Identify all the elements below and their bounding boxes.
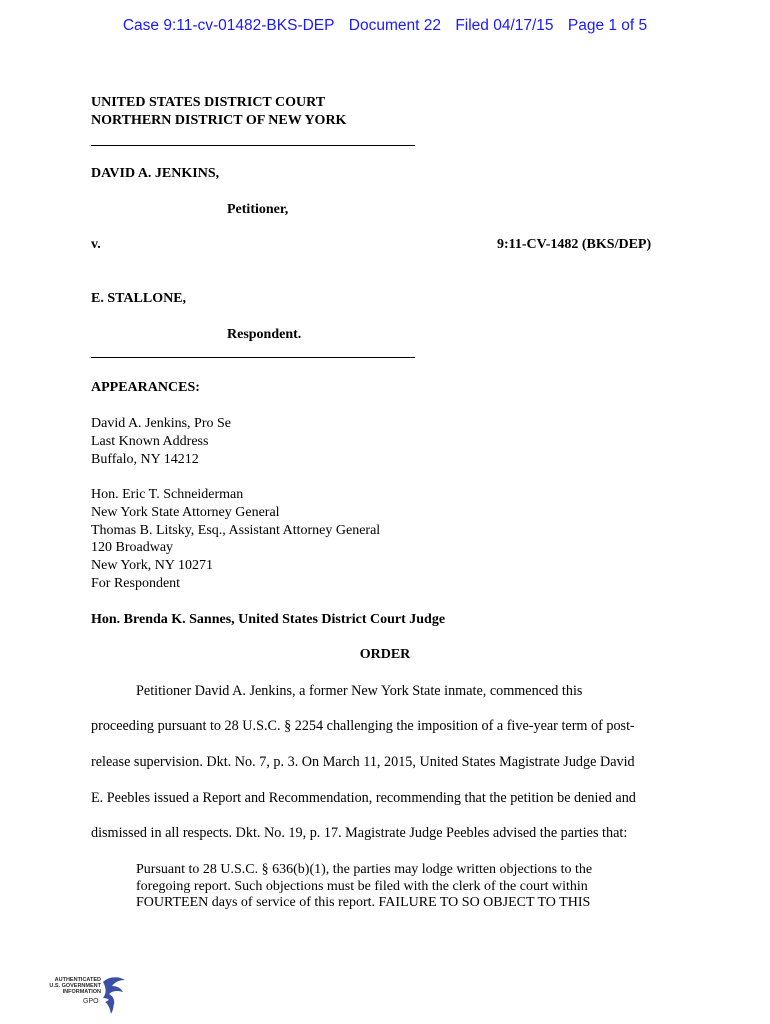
filed-date: Filed 04/17/15 bbox=[455, 17, 554, 34]
body-line: Petitioner David A. Jenkins, a former New York State inmate, commenced this bbox=[136, 683, 583, 699]
versus: v. bbox=[91, 237, 101, 252]
appearance-line: New York, NY 10271 bbox=[91, 558, 213, 574]
respondent-appearance bbox=[91, 486, 380, 593]
block-quote bbox=[136, 862, 592, 912]
seal-text: AUTHENTICATED bbox=[54, 977, 101, 983]
appearance-line: David A. Jenkins, Pro Se bbox=[91, 416, 231, 431]
document-number: Document 22 bbox=[348, 17, 441, 34]
body-line: proceeding pursuant to 28 U.S.C. § 2254 challenging the imposition of a five-year term of post- bbox=[91, 718, 635, 734]
quote-line: Pursuant to 28 U.S.C. § 636(b)(1), the parties may lodge written objections to the bbox=[136, 862, 593, 877]
petitioner-appearance bbox=[91, 415, 231, 468]
body-line: dismissed in all respects. Dkt. No. 19, p. 17. Magistrate Judge Peebles advised the parties that: bbox=[91, 825, 628, 841]
appearances-heading: APPEARANCES: bbox=[91, 380, 200, 395]
court-name-line2: NORTHERN DISTRICT OF NEW YORK bbox=[91, 113, 347, 128]
seal-text: U.S. GOVERNMENT bbox=[49, 983, 101, 990]
caption-top-rule bbox=[91, 145, 415, 146]
appearance-line: Thomas B. Litsky, Esq., Assistant Attorney General bbox=[91, 522, 381, 538]
seal-text: INFORMATION bbox=[62, 989, 101, 996]
appearance-line: Last Known Address bbox=[91, 433, 209, 449]
respondent-name: E. STALLONE, bbox=[91, 291, 187, 306]
case-number: 9:11-CV-1482 (BKS/DEP) bbox=[497, 237, 652, 252]
appearance-line: New York State Attorney General bbox=[91, 504, 280, 520]
seal-gpo-text: GPO bbox=[83, 998, 99, 1005]
court-name-line1: UNITED STATES DISTRICT COURT bbox=[91, 95, 326, 110]
appearance-line: Hon. Eric T. Schneiderman bbox=[91, 487, 244, 502]
page-indicator: Page 1 of 5 bbox=[567, 17, 648, 34]
eagle-icon bbox=[97, 974, 129, 1018]
body-line: release supervision. Dkt. No. 7, p. 3. On March 11, 2015, United States Magistrate Judge David bbox=[91, 754, 635, 770]
appearance-line: Buffalo, NY 14212 bbox=[91, 451, 199, 467]
appearance-line: For Respondent bbox=[91, 575, 181, 591]
quote-line: FOURTEEN days of service of this report. FAILURE TO SO OBJECT TO THIS bbox=[136, 895, 591, 910]
quote-line: foregoing report. Such objections must be filed with the clerk of the court within bbox=[136, 878, 588, 894]
petitioner-name: DAVID A. JENKINS, bbox=[91, 166, 220, 181]
case-number-header: Case 9:11-cv-01482-BKS-DEP bbox=[122, 17, 335, 34]
order-title: ORDER bbox=[359, 647, 411, 662]
judge-line: Hon. Brenda K. Sannes, United States District Court Judge bbox=[91, 612, 446, 627]
ecf-header bbox=[0, 17, 770, 35]
body-line: E. Peebles issued a Report and Recommendation, recommending that the petition be denied and bbox=[91, 790, 636, 806]
appearance-line: 120 Broadway bbox=[91, 540, 174, 556]
caption-bottom-rule bbox=[91, 357, 415, 358]
respondent-role: Respondent. bbox=[227, 327, 302, 342]
gpo-authentication-seal bbox=[43, 974, 129, 1018]
petitioner-role: Petitioner, bbox=[227, 202, 289, 217]
